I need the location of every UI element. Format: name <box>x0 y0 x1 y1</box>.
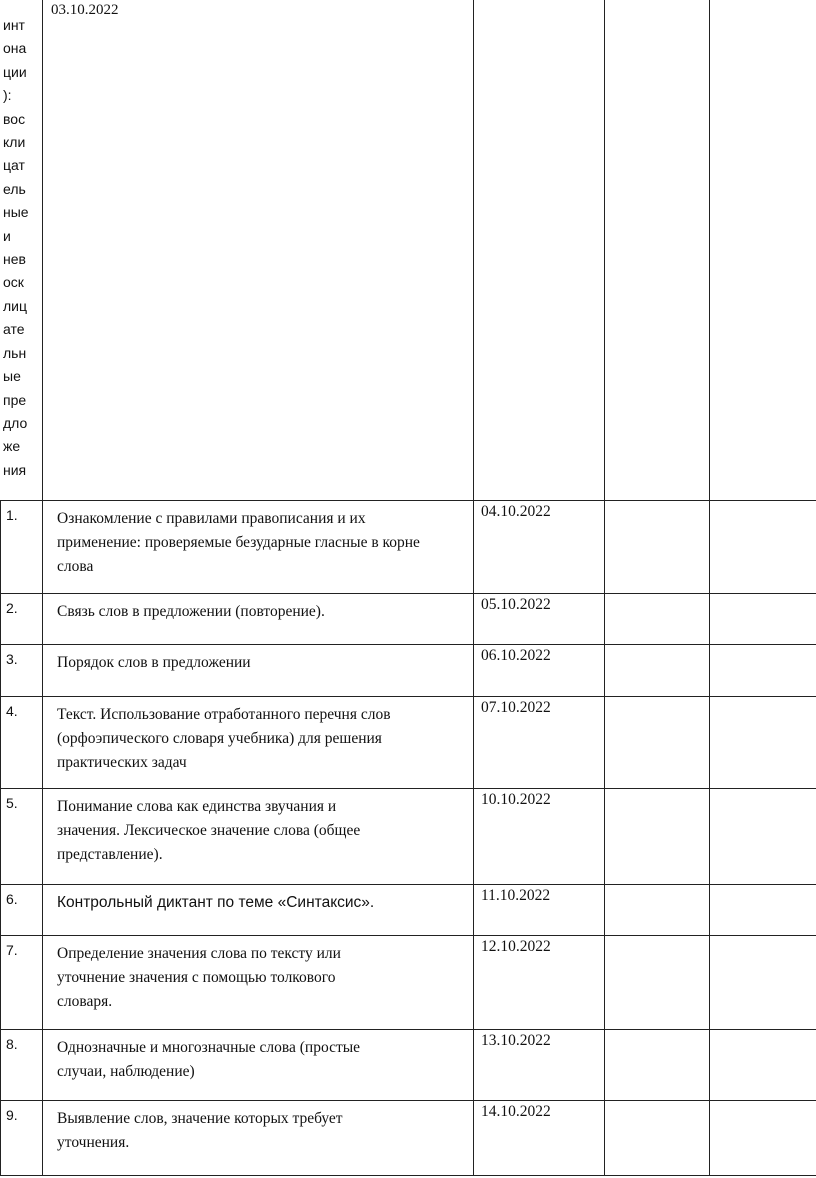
topic-line: ные <box>3 204 29 221</box>
table-border <box>42 0 43 1176</box>
topic-line: цат <box>3 157 25 174</box>
topic-line: ые <box>3 368 21 385</box>
topic-line: вос <box>3 110 26 127</box>
topic-line: Однозначные и многозначные слова (простые <box>57 1039 361 1056</box>
lesson-number: 3. <box>6 651 18 667</box>
lesson-number: 9. <box>6 1107 18 1123</box>
lesson-number: 2. <box>6 600 18 616</box>
topic-line: кли <box>3 134 26 151</box>
topic-line: ции <box>3 63 27 80</box>
topic-line: же <box>3 438 21 455</box>
lesson-date: 13.10.2022 <box>481 1032 551 1049</box>
topic-line: уточнения. <box>57 1134 130 1151</box>
lesson-date: 07.10.2022 <box>481 699 551 716</box>
topic-line: Определение значения слова по тексту или <box>57 945 341 962</box>
lesson-topic <box>57 795 360 867</box>
topic-line: ния <box>3 461 27 478</box>
lesson-date: 04.10.2022 <box>481 503 551 520</box>
topic-line: применение: проверяемые безударные гласные в корне <box>57 534 420 551</box>
topic-line: нев <box>3 251 26 268</box>
lesson-topic <box>57 942 341 1014</box>
topic-line: и <box>3 227 11 244</box>
topic-line: ): <box>3 87 12 104</box>
table-border <box>0 788 816 789</box>
topic-line: Связь слов в предложении (повторение). <box>57 603 325 620</box>
lesson-date: 03.10.2022 <box>51 2 119 18</box>
lesson-date: 10.10.2022 <box>481 791 551 808</box>
topic-line: случаи, наблюдение) <box>57 1063 195 1080</box>
table-border <box>709 0 710 1176</box>
lesson-topic <box>57 1107 343 1155</box>
table-border <box>0 500 816 501</box>
lesson-number: 5. <box>6 795 18 811</box>
topic-line: Выявление слов, значение которых требует <box>57 1110 343 1127</box>
topic-line: значения. Лексическое значение слова (общее <box>57 822 361 839</box>
lesson-date: 11.10.2022 <box>481 887 551 904</box>
lesson-number: 8. <box>6 1036 18 1052</box>
topic-line: пре <box>3 391 27 408</box>
lesson-number: 1. <box>6 507 18 523</box>
table-border <box>473 0 474 1176</box>
lesson-number: 4. <box>6 703 18 719</box>
table-border <box>0 644 816 645</box>
topic-line: ате <box>3 321 25 338</box>
table-border <box>0 935 816 936</box>
lesson-date: 06.10.2022 <box>481 647 551 664</box>
topic-line: Текст. Использование отработанного перечня слов <box>57 706 391 723</box>
lesson-topic <box>57 651 251 675</box>
lesson-number: 6. <box>6 891 18 907</box>
lesson-date: 12.10.2022 <box>481 938 551 955</box>
topic-line: практических задач <box>57 754 187 771</box>
topic-line: ель <box>3 180 26 197</box>
topic-line: Контрольный диктант по теме «Синтаксис». <box>57 894 375 911</box>
topic-line: оск <box>3 274 24 291</box>
table-border <box>0 696 816 697</box>
topic-line: льн <box>3 344 27 361</box>
topic-line: уточнение значения с помощью толкового <box>57 969 336 986</box>
table-border <box>0 500 1 1176</box>
topic-line: Ознакомление с правилами правописания и их <box>57 510 366 527</box>
topic-line: словаря. <box>57 993 113 1010</box>
topic-line: лиц <box>3 297 28 314</box>
lesson-number: 7. <box>6 942 18 958</box>
topic-line: Понимание слова как единства звучания и <box>57 798 337 815</box>
lesson-date: 14.10.2022 <box>481 1103 551 1120</box>
topic-line: она <box>3 40 27 57</box>
lesson-topic <box>57 703 391 775</box>
table-border <box>0 1029 816 1030</box>
table-border <box>0 1175 816 1176</box>
topic-line: инт <box>3 17 25 33</box>
topic-line: (орфоэпического словаря учебника) для решения <box>57 730 382 747</box>
lesson-date: 05.10.2022 <box>481 596 551 613</box>
table-border <box>0 593 816 594</box>
table-border <box>0 884 816 885</box>
topic-line: представление). <box>57 846 163 863</box>
lesson-topic <box>57 891 374 915</box>
lesson-topic <box>57 600 325 624</box>
topic-line: слова <box>57 558 94 575</box>
lesson-topic <box>57 507 420 579</box>
lesson-topic <box>57 1036 360 1084</box>
table-border <box>604 0 605 1176</box>
topic-line: дло <box>3 414 28 431</box>
lesson-topic-vertical <box>3 14 41 482</box>
topic-line: Порядок слов в предложении <box>57 654 251 671</box>
table-border <box>0 1100 816 1101</box>
